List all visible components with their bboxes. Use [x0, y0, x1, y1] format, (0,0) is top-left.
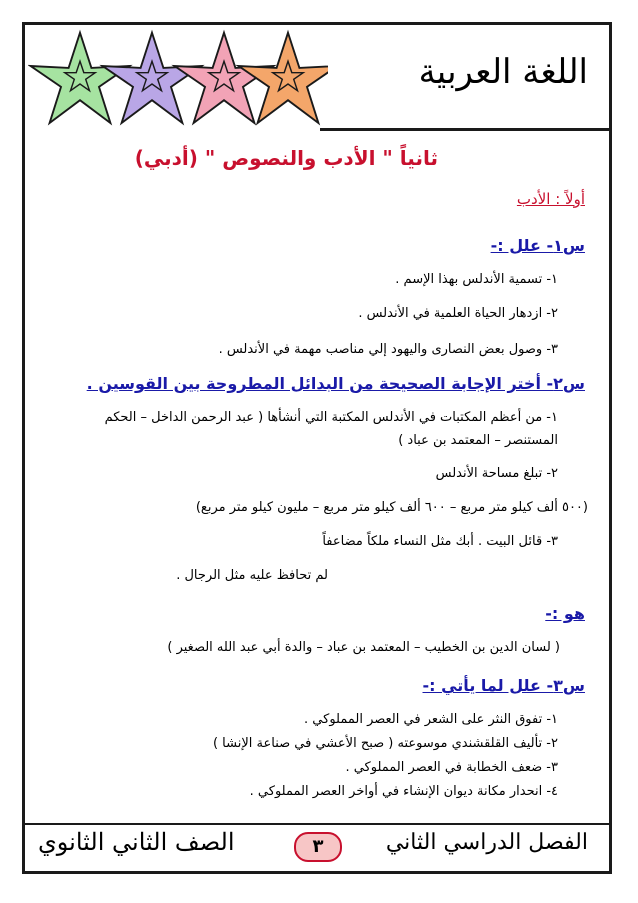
- footer-divider: [22, 823, 612, 825]
- list-item-continuation: لم تحافظ عليه مثل الرجال .: [176, 568, 328, 583]
- question-1-heading: س١- علل :-: [490, 236, 585, 255]
- list-item-continuation: المستنصر – المعتمد بن عباد ): [398, 433, 558, 448]
- section-title: ثانياً " الأدب والنصوص " (أدبي): [134, 146, 438, 170]
- page-number: ٣: [294, 832, 342, 862]
- question-3-heading: س٣- علل لما يأتي :-: [422, 676, 585, 695]
- list-item: ٣- قائل البيت . أبك مثل النساء ملكاً مضاعفاً: [322, 534, 558, 549]
- list-item: ١- من أعظم المكتبات في الأندلس المكتبة التي أنشأها ( عبد الرحمن الداخل – الحكم: [104, 410, 558, 425]
- list-item: ٤- انحدار مكانة ديوان الإنشاء في أواخر العصر المملوكي .: [249, 784, 558, 799]
- page-title: اللغة العربية: [418, 52, 588, 92]
- question-2-heading: س٢- أختر الإجابة الصحيحة من البدائل المطروحة بين القوسين .: [86, 374, 585, 393]
- list-item: ٣- ضعف الخطابة في العصر المملوكي .: [345, 760, 558, 775]
- section-subtitle: أولاً : الأدب: [516, 190, 585, 208]
- list-item: ( لسان الدين بن الخطيب – المعتمد بن عباد – والدة أبي عبد الله الصغير ): [167, 640, 560, 655]
- decorative-stars: [28, 26, 328, 136]
- footer-term: الفصل الدراسي الثاني: [385, 830, 588, 855]
- list-item: ١- تسمية الأندلس بهذا الإسم .: [395, 272, 558, 287]
- star-icon-purple: [103, 33, 202, 123]
- list-item: ٢- تأليف القلقشندي موسوعته ( صبح الأعشي في صناعة الإنشا ): [212, 736, 558, 751]
- list-item: ٢- ازدهار الحياة العلمية في الأندلس .: [358, 306, 558, 321]
- list-item: ٣- وصول بعض النصارى واليهود إلي مناصب مهمة في الأندلس .: [218, 342, 558, 357]
- list-item-continuation: (٥٠٠ ألف كيلو متر مربع – ٦٠٠ ألف كيلو متر مربع – مليون كيلو متر مربع): [195, 500, 588, 515]
- footer-grade: الصف الثاني الثانوي: [38, 828, 235, 856]
- list-item: ٢- تبلغ مساحة الأندلس: [435, 466, 558, 481]
- question-who-heading: هو :-: [545, 604, 585, 623]
- title-divider: [320, 128, 610, 131]
- list-item: ١- تفوق النثر على الشعر في العصر المملوكي .: [304, 712, 558, 727]
- star-icon-green: [31, 33, 130, 123]
